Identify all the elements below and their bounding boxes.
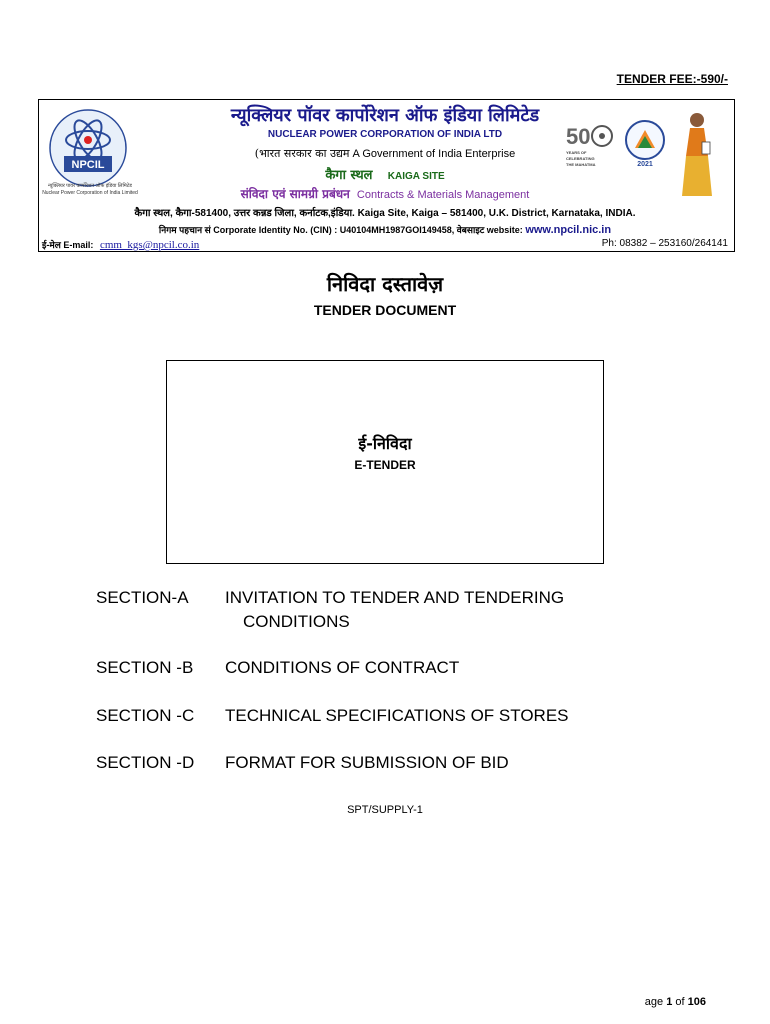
site-english: KAIGA SITE xyxy=(387,171,445,182)
section-c-title: TECHNICAL SPECIFICATIONS OF STORES xyxy=(225,706,569,725)
section-d-key: SECTION -D xyxy=(96,753,195,772)
gandhi-150-logo xyxy=(562,120,618,170)
document-code: SPT/SUPPLY-1 xyxy=(347,804,423,816)
site-hindi: कैगा स्थल xyxy=(325,168,373,183)
phone-number: Ph: 08382 – 253160/264141 xyxy=(601,238,728,249)
section-b-title: CONDITIONS OF CONTRACT xyxy=(225,658,460,677)
section-c-key: SECTION -C xyxy=(96,706,195,725)
page-total: 106 xyxy=(687,996,706,1008)
svg-text:YEARS OF: YEARS OF xyxy=(566,150,587,155)
azadi-logo xyxy=(622,118,668,174)
svg-text:THE MAHATMA: THE MAHATMA xyxy=(566,162,596,167)
section-a-title-line2: CONDITIONS xyxy=(243,612,350,631)
tender-fee: TENDER FEE:-590/- xyxy=(616,72,728,86)
cmm-hindi: संविदा एवं सामग्री प्रबंधन xyxy=(240,187,350,201)
svg-text:CELEBRATING: CELEBRATING xyxy=(566,156,595,161)
azadi-year: 2021 xyxy=(637,161,653,168)
section-a-key: SECTION-A xyxy=(96,588,189,607)
cmm-english: Contracts & Materials Management xyxy=(356,189,530,201)
section-a-title xyxy=(225,586,665,634)
website-link[interactable]: www.npcil.nic.in xyxy=(525,224,612,236)
logo-caption: न्यूक्लियर पावर कार्पोरेशन ऑफ इंडिया लिमिटेड Nuclear Power Corporation of India Limited xyxy=(42,183,138,196)
cmm-line xyxy=(0,185,770,202)
page-prefix: age xyxy=(644,996,667,1008)
company-title-english: NUCLEAR POWER CORPORATION OF INDIA LTD xyxy=(267,129,503,140)
page-current: 1 xyxy=(666,996,673,1008)
email-line xyxy=(42,238,199,251)
gov-hindi: (भारत सरकार का उद्यम xyxy=(254,147,350,160)
section-b-key: SECTION -B xyxy=(96,658,194,677)
section-d-title: FORMAT FOR SUBMISSION OF BID xyxy=(225,753,509,772)
address-line: कैगा स्थल, कैगा-581400, उत्तर कन्नड जिला, कर्नाटक,इंडिया. Kaiga Site, Kaiga – 581400, U.K. District, Karnataka, INDIA. xyxy=(134,208,636,219)
cin-text: निगम पहचान सं Corporate Identity No. (CIN) : U40104MH1987GOI149458, वेबसाइट website: xyxy=(158,225,526,235)
document-title-hindi: निविदा दस्तावेज़ xyxy=(326,272,444,296)
company-title-hindi: न्यूक्लियर पॉवर कार्पोरेशन ऑफ इंडिया लिमिटेड xyxy=(230,105,540,126)
logo-50-text: 50 xyxy=(566,124,591,149)
cin-line xyxy=(0,223,770,236)
etender-title-english: E-TENDER xyxy=(354,458,416,472)
page-of: of xyxy=(672,996,688,1008)
gov-english: A Government of India Enterprise xyxy=(352,148,516,160)
document-title-english: TENDER DOCUMENT xyxy=(313,302,457,318)
npcil-logo-text: NPCIL xyxy=(71,159,105,171)
email-link[interactable]: cmm_kgs@npcil.co.in xyxy=(99,239,200,251)
page-number xyxy=(645,996,706,1008)
section-a-title-line1: INVITATION TO TENDER AND TENDERING xyxy=(225,588,565,607)
woman-illustration xyxy=(672,108,722,200)
etender-title-hindi: ई-निविदा xyxy=(358,434,412,453)
email-label: ई-मेल E-mail: xyxy=(42,240,94,250)
